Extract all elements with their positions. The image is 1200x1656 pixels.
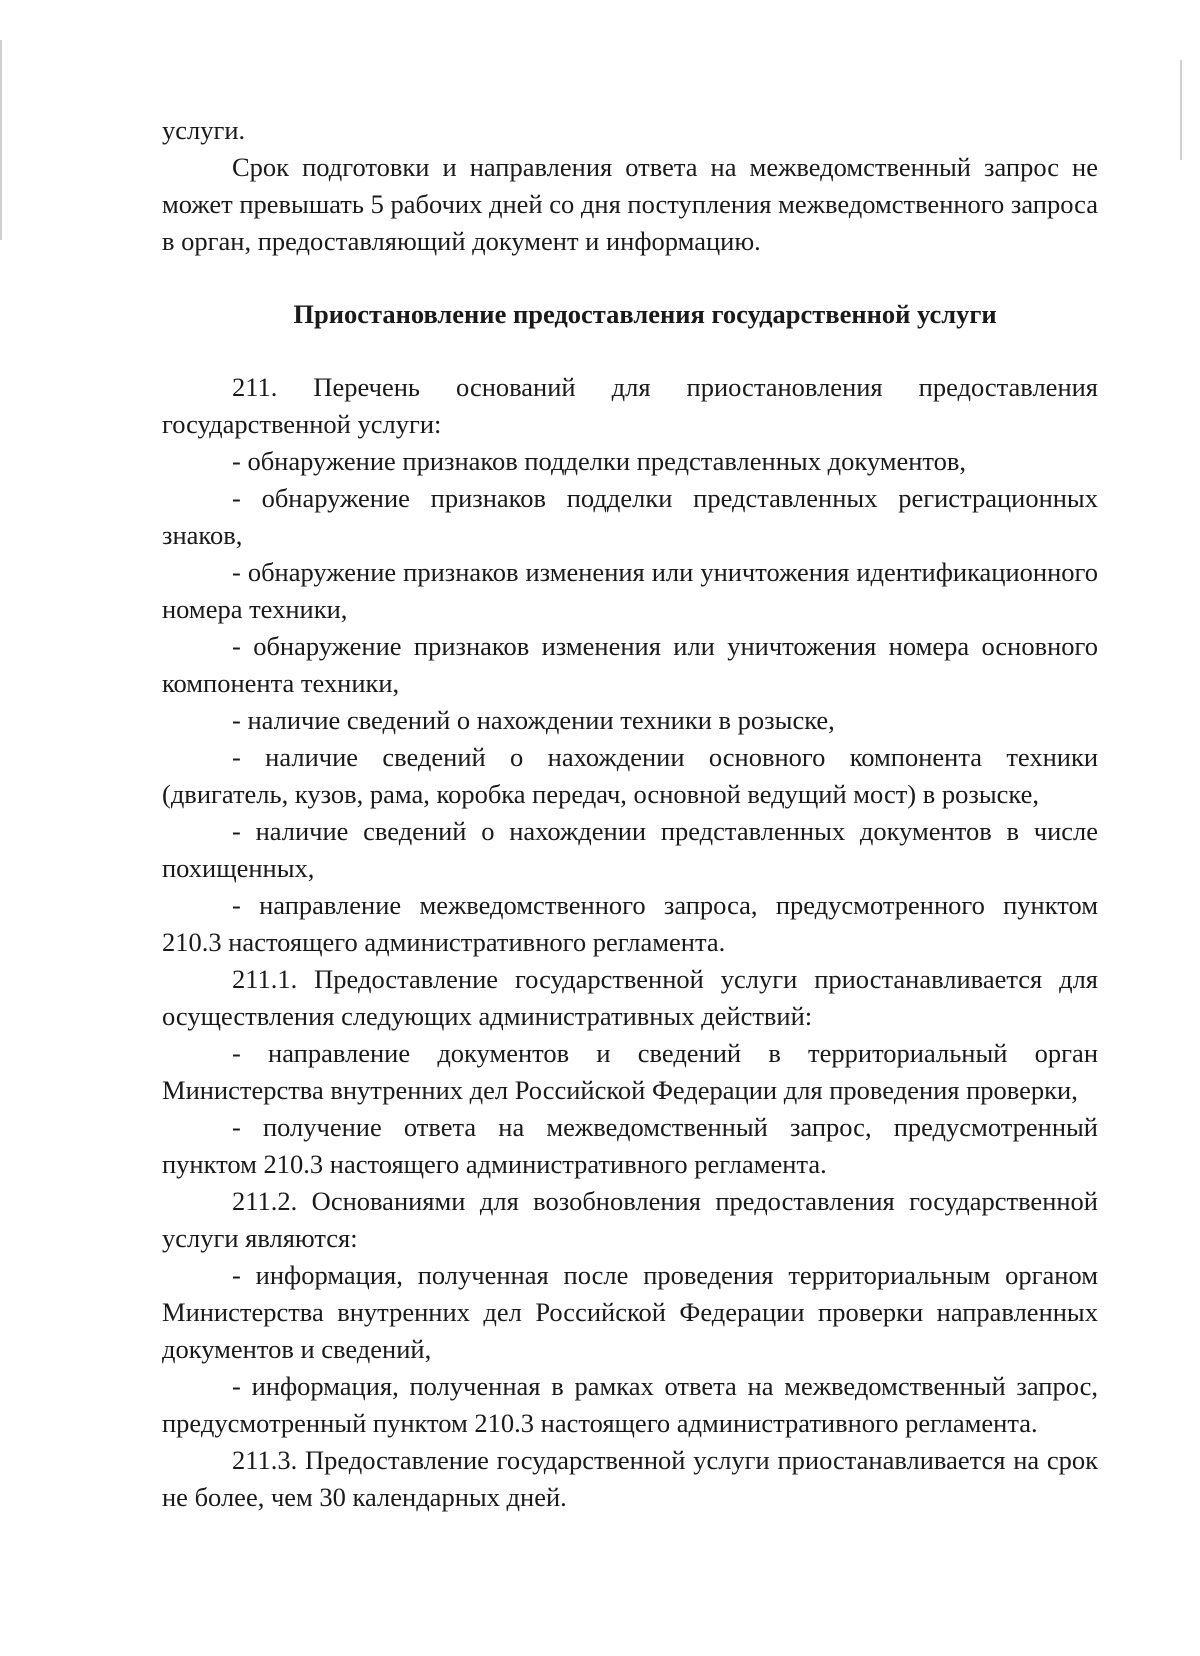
list-item: - обнаружение признаков изменения или уничтожения идентификационного номера техники,	[162, 557, 1098, 624]
paragraph: 211.1. Предоставление государственной услуги приостанавливается для осуществления следующих административных действий:	[162, 964, 1098, 1031]
paragraph: услуги.	[162, 115, 246, 145]
paragraph: 211. Перечень оснований для приостановления предоставления государственной услуги:	[162, 372, 1098, 439]
list-item: - обнаружение признаков подделки представленных регистрационных знаков,	[162, 483, 1098, 550]
list-item: - обнаружение признаков подделки представленных документов,	[232, 446, 967, 476]
list-item: - наличие сведений о нахождении основного компонента техники (двигатель, кузов, рама, коробка передач, основной ведущий мост) в розыске,	[162, 742, 1098, 809]
paragraph: Срок подготовки и направления ответа на межведомственный запрос не может превышать 5 рабочих дней со дня поступления межведомственного запроса в орган, предоставляющий документ и информацию.	[162, 152, 1098, 256]
list-item: - информация, полученная после проведения территориальным органом Министерства внутренних дел Российской Федерации проверки направленных документов и сведений,	[162, 1260, 1098, 1364]
document-body	[162, 112, 1098, 1516]
list-item: - информация, полученная в рамках ответа на межведомственный запрос, предусмотренный пунктом 210.3 настоящего административного регламента.	[162, 1371, 1098, 1438]
scan-edge-right	[1180, 60, 1182, 160]
list-item: - направление межведомственного запроса, предусмотренного пунктом 210.3 настоящего административного регламента.	[162, 890, 1098, 957]
paragraph: 211.2. Основаниями для возобновления предоставления государственной услуги являются:	[162, 1186, 1098, 1253]
list-item: - обнаружение признаков изменения или уничтожения номера основного компонента техники,	[162, 631, 1098, 698]
paragraph: 211.3. Предоставление государственной услуги приостанавливается на срок не более, чем 30 календарных дней.	[162, 1445, 1098, 1512]
scan-edge-left	[0, 40, 2, 240]
list-item: - направление документов и сведений в территориальный орган Министерства внутренних дел Российской Федерации для проведения проверки,	[162, 1038, 1098, 1105]
section-heading: Приостановление предоставления государственной услуги	[293, 299, 997, 329]
list-item: - наличие сведений о нахождении техники в розыске,	[232, 705, 835, 735]
list-item: - наличие сведений о нахождении представленных документов в числе похищенных,	[162, 816, 1098, 883]
list-item: - получение ответа на межведомственный запрос, предусмотренный пунктом 210.3 настоящего административного регламента.	[162, 1112, 1098, 1179]
